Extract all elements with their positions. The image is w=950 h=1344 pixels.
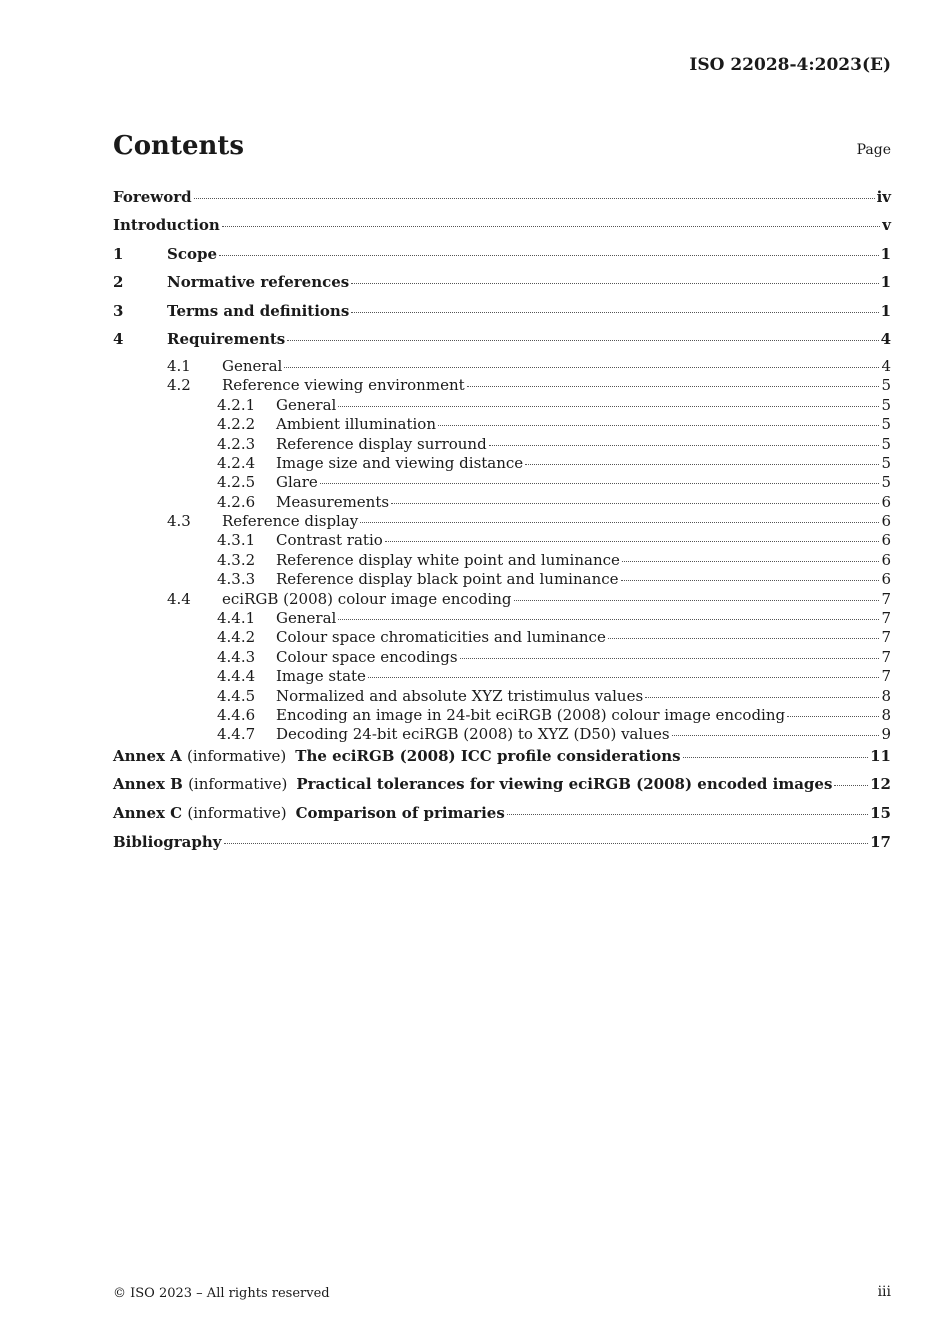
toc-entry-title: Reference display black point and luminance <box>276 570 619 589</box>
dot-leader <box>622 561 880 562</box>
dot-leader <box>683 757 869 758</box>
toc-entry-number: 4.4.4 <box>217 667 256 686</box>
toc-entry-page: 5 <box>881 453 891 472</box>
toc-entry-title: eciRGB (2008) colour image encoding <box>222 589 512 608</box>
toc-entry[interactable] <box>113 706 891 725</box>
toc-entry-title <box>113 802 505 824</box>
toc-entry-title: Requirements <box>167 330 286 349</box>
annex-kind: (informative) <box>187 803 287 822</box>
document-id: ISO 22028-4:2023(E) <box>689 55 891 75</box>
toc-entry-title: Introduction <box>113 216 220 234</box>
toc-entry-page: 6 <box>881 570 891 589</box>
dot-leader <box>621 580 880 581</box>
toc-entry-number: 4.2.1 <box>217 395 256 414</box>
toc-entry-title: Colour space chromaticities and luminance <box>276 628 606 647</box>
toc-entry-number: 4.4.3 <box>217 647 256 666</box>
toc-entry-page: 7 <box>881 609 891 628</box>
table-of-contents <box>113 186 891 859</box>
toc-entry-title: General <box>222 356 283 375</box>
toc-entry-page: 12 <box>870 775 891 794</box>
toc-entry-title: Encoding an image in 24-bit eciRGB (2008) colour image encoding <box>276 706 786 724</box>
dot-leader <box>320 483 880 484</box>
toc-entry[interactable] <box>113 186 891 214</box>
toc-entry-number: 2 <box>113 273 124 292</box>
dot-leader <box>525 464 879 465</box>
toc-entry-number: 4.4.2 <box>217 628 256 647</box>
dot-leader <box>338 619 879 620</box>
toc-entry-page: 6 <box>881 492 891 511</box>
toc-entry-title <box>113 745 681 767</box>
toc-entry-page: 4 <box>881 356 891 375</box>
toc-entry-number: 4.4.7 <box>217 725 256 744</box>
annex-title: Comparison of primaries <box>295 803 505 822</box>
toc-entry-number: 3 <box>113 301 124 320</box>
toc-entry-title: Image state <box>276 667 366 686</box>
toc-entry[interactable] <box>113 328 891 357</box>
toc-entry-page: 5 <box>881 415 891 434</box>
dot-leader <box>438 425 879 426</box>
toc-entry-number: 4 <box>113 330 124 349</box>
toc-entry[interactable] <box>113 376 891 395</box>
dot-leader <box>507 814 868 815</box>
toc-entry-number: 1 <box>113 244 124 263</box>
toc-entry-page: 5 <box>881 434 891 453</box>
toc-entry-title: Colour space encodings <box>276 647 458 666</box>
toc-entry[interactable] <box>113 667 891 686</box>
toc-annex-entry[interactable] <box>113 773 891 802</box>
dot-leader <box>222 226 880 227</box>
toc-entry[interactable] <box>113 725 891 744</box>
dot-leader <box>351 312 878 313</box>
toc-entry[interactable] <box>113 493 891 512</box>
toc-entry-title: Image size and viewing distance <box>276 453 524 472</box>
toc-entry-page: 6 <box>881 531 891 550</box>
annex-title: The eciRGB (2008) ICC profile considerations <box>295 746 681 765</box>
toc-entry-page: 7 <box>881 647 891 666</box>
toc-entry-page: 7 <box>881 667 891 686</box>
dot-leader <box>645 697 879 698</box>
toc-entry-page: 7 <box>881 589 891 608</box>
toc-entry-page: 4 <box>880 330 891 349</box>
toc-annex-entry[interactable] <box>113 745 891 774</box>
toc-entry-page: 7 <box>881 628 891 647</box>
toc-entry-title: Reference display <box>222 512 359 531</box>
dot-leader <box>787 716 879 717</box>
toc-entry[interactable] <box>113 300 891 329</box>
toc-entry-page: 5 <box>881 473 891 492</box>
toc-entry-title: Ambient illumination <box>276 415 436 434</box>
toc-entry-page: 6 <box>881 512 891 531</box>
toc-entry-title: Normative references <box>167 273 350 292</box>
dot-leader <box>219 255 879 256</box>
toc-entry-number: 4.3 <box>167 512 191 531</box>
dot-leader <box>338 406 879 407</box>
toc-entry[interactable] <box>113 454 891 473</box>
toc-entry[interactable] <box>113 570 891 589</box>
dot-leader <box>351 283 878 284</box>
toc-entry-page: iv <box>876 188 891 206</box>
dot-leader <box>834 785 868 786</box>
dot-leader <box>287 340 878 341</box>
page-number: iii <box>877 1284 891 1300</box>
toc-entry-page: 1 <box>880 244 891 263</box>
toc-entry[interactable] <box>113 243 891 272</box>
toc-entry-page: 15 <box>870 803 891 822</box>
toc-entry-title: Reference viewing environment <box>222 376 465 395</box>
dot-leader <box>467 386 880 387</box>
toc-entry-number: 4.3.2 <box>217 550 256 569</box>
toc-entry-number: 4.2.4 <box>217 453 256 472</box>
toc-entry[interactable] <box>113 648 891 667</box>
dot-leader <box>489 445 880 446</box>
toc-entry-title: Reference display surround <box>276 434 487 453</box>
toc-annex-entry[interactable] <box>113 802 891 831</box>
toc-entry-title: Scope <box>167 244 218 263</box>
toc-entry-title: Decoding 24-bit eciRGB (2008) to XYZ (D50) values <box>276 725 670 744</box>
annex-kind: (informative) <box>187 746 287 765</box>
toc-entry[interactable] <box>113 415 891 434</box>
toc-entry-title: General <box>276 609 337 628</box>
copyright-notice: © ISO 2023 – All rights reserved <box>113 1286 330 1301</box>
toc-entry-title: Glare <box>276 473 318 492</box>
toc-entry-number: 4.4 <box>167 589 191 608</box>
toc-entry[interactable] <box>113 396 891 415</box>
annex-label: Annex B <box>113 775 183 794</box>
toc-entry-number: 4.2.6 <box>217 492 256 511</box>
toc-entry-number: 4.2.3 <box>217 434 256 453</box>
toc-entry[interactable] <box>113 214 891 243</box>
toc-entry[interactable] <box>113 512 891 531</box>
contents-title: Contents <box>113 131 245 161</box>
toc-entry-number: 4.2.5 <box>217 473 256 492</box>
toc-entry-page: 8 <box>881 706 891 724</box>
toc-entry[interactable] <box>113 831 891 860</box>
annex-title: Practical tolerances for viewing eciRGB (2008) encoded images <box>296 775 833 794</box>
toc-entry[interactable] <box>113 435 891 454</box>
dot-leader <box>194 198 875 199</box>
dot-leader <box>672 735 880 736</box>
toc-entry-title: Reference display white point and luminance <box>276 550 620 569</box>
toc-entry-number: 4.3.3 <box>217 570 256 589</box>
toc-entry-page: v <box>882 216 891 234</box>
annex-label: Annex C <box>113 803 183 822</box>
page-column-label: Page <box>856 142 891 158</box>
toc-entry[interactable] <box>113 590 891 609</box>
dot-leader <box>460 658 880 659</box>
dot-leader <box>608 638 880 639</box>
dot-leader <box>391 503 879 504</box>
toc-entry-page: 1 <box>880 301 891 320</box>
dot-leader <box>385 541 880 542</box>
toc-entry[interactable] <box>113 531 891 550</box>
dot-leader <box>224 843 869 844</box>
toc-entry[interactable] <box>113 271 891 300</box>
toc-entry-number: 4.4.1 <box>217 609 256 628</box>
toc-entry-title <box>113 773 832 795</box>
toc-entry-page: 5 <box>881 376 891 395</box>
toc-entry-page: 8 <box>881 686 891 705</box>
toc-entry-title: General <box>276 395 337 414</box>
toc-entry-page: 6 <box>881 550 891 569</box>
toc-entry-title: Terms and definitions <box>167 301 350 320</box>
toc-entry-page: 1 <box>880 273 891 292</box>
toc-entry-page: 5 <box>881 395 891 414</box>
toc-entry-number: 4.3.1 <box>217 531 256 550</box>
toc-entry[interactable] <box>113 628 891 647</box>
toc-entry[interactable] <box>113 357 891 376</box>
toc-entry[interactable] <box>113 551 891 570</box>
toc-entry-number: 4.1 <box>167 356 191 375</box>
toc-entry-number: 4.4.5 <box>217 686 256 705</box>
annex-label: Annex A <box>113 746 182 765</box>
toc-entry[interactable] <box>113 473 891 492</box>
toc-entry-title: Normalized and absolute XYZ tristimulus values <box>276 686 644 705</box>
toc-entry-page: 11 <box>870 746 891 765</box>
toc-entry-page: 9 <box>881 725 891 744</box>
dot-leader <box>368 677 880 678</box>
toc-entry-page: 17 <box>870 832 891 851</box>
toc-entry-title: Contrast ratio <box>276 531 383 550</box>
toc-entry-title: Measurements <box>276 492 390 511</box>
toc-entry-number: 4.2 <box>167 376 191 395</box>
dot-leader <box>284 367 879 368</box>
toc-entry-title: Bibliography <box>113 832 222 851</box>
toc-entry-number: 4.4.6 <box>217 706 256 724</box>
dot-leader <box>360 522 879 523</box>
dot-leader <box>514 600 880 601</box>
toc-entry[interactable] <box>113 609 891 628</box>
toc-entry-title: Foreword <box>113 188 192 206</box>
annex-kind: (informative) <box>188 775 288 794</box>
toc-entry-number: 4.2.2 <box>217 415 256 434</box>
toc-entry[interactable] <box>113 687 891 706</box>
